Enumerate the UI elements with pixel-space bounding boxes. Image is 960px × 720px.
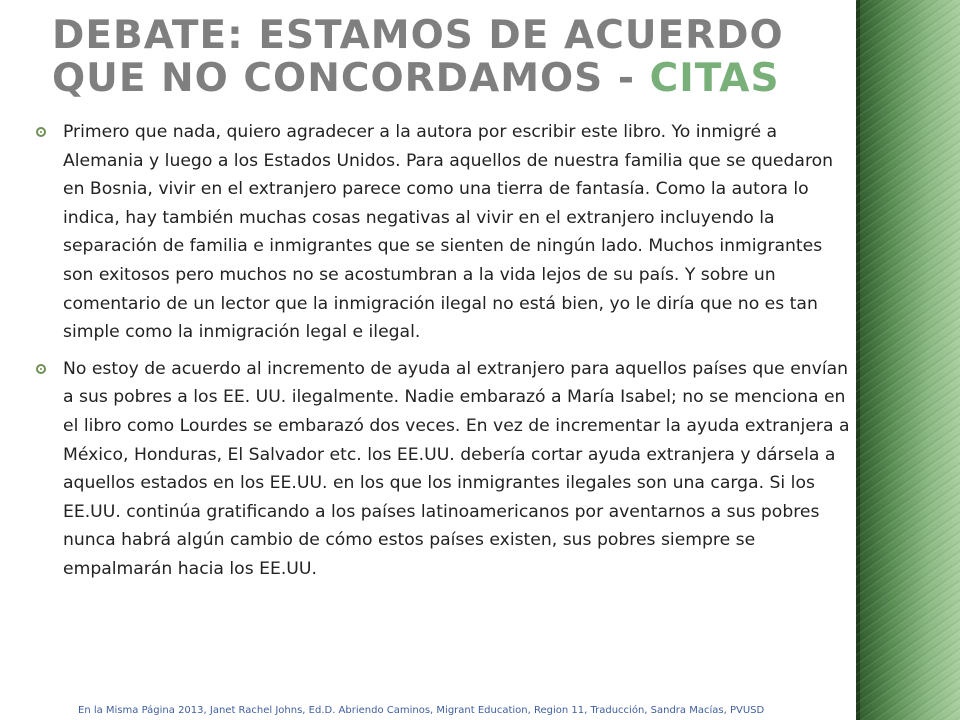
circle-bullet-icon: [36, 364, 46, 374]
bullet-item: [36, 355, 851, 584]
green-side-panel: [856, 0, 960, 720]
slide-footer-citation: En la Misma Página 2013, Janet Rachel Johns, Ed.D. Abriendo Caminos, Migrant Education, Region 11, Traducción, Sandra Macías, PVUSD: [78, 705, 765, 716]
bullet-text: Primero que nada, quiero agradecer a la autora por escribir este libro. Yo inmigré a Alemania y luego a los Estados Unidos. Para aquellos de nuestra familia que se quedaron en Bosnia, vivir en el extranjero parece como una tierra de fantasía. Como la autora lo indica, hay también muchas cosas negativas al vivir en el extranjero incluyendo la separación de familia e inmigrantes que se sienten de ningún lado. Muchos inmigrantes son exitosos pero muchos no se acostumbran a la vida lejos de su país. Y sobre un comentario de un lector que la inmigración ilegal no está bien, yo le diría que no es tan simple como la inmigración legal e ilegal.: [63, 122, 834, 343]
bullet-text: No estoy de acuerdo al incremento de ayuda al extranjero para aquellos países que envían a sus pobres a los EE. UU. ilegalmente. Nadie embarazó a María Isabel; no se menciona en el libro como Lourdes se embarazó dos veces. En vez de incrementar la ayuda extranjera a México, Honduras, El Salvador etc. los EE.UU. debería cortar ayuda extranjera y dársela a aquellos estados en los EE.UU. en los que los inmigrantes ilegales son una carga. Si los EE.UU. continúa gratificando a los países latinoamericanos por aventarnos a sus pobres nunca habrá algún cambio de cómo estos países existen, sus pobres siempre se empalmarán hacia los EE.UU.: [63, 358, 850, 579]
side-panel-texture: [856, 0, 960, 720]
bullet-list: [36, 118, 851, 584]
slide-title-main: DEBATE: ESTAMOS DE ACUERDO QUE NO CONCORDAMOS -: [52, 13, 784, 101]
slide-title-accent: CITAS: [649, 56, 780, 101]
bullet-item: [36, 118, 851, 347]
circle-bullet-icon: [36, 127, 46, 137]
slide-title: [52, 14, 842, 100]
